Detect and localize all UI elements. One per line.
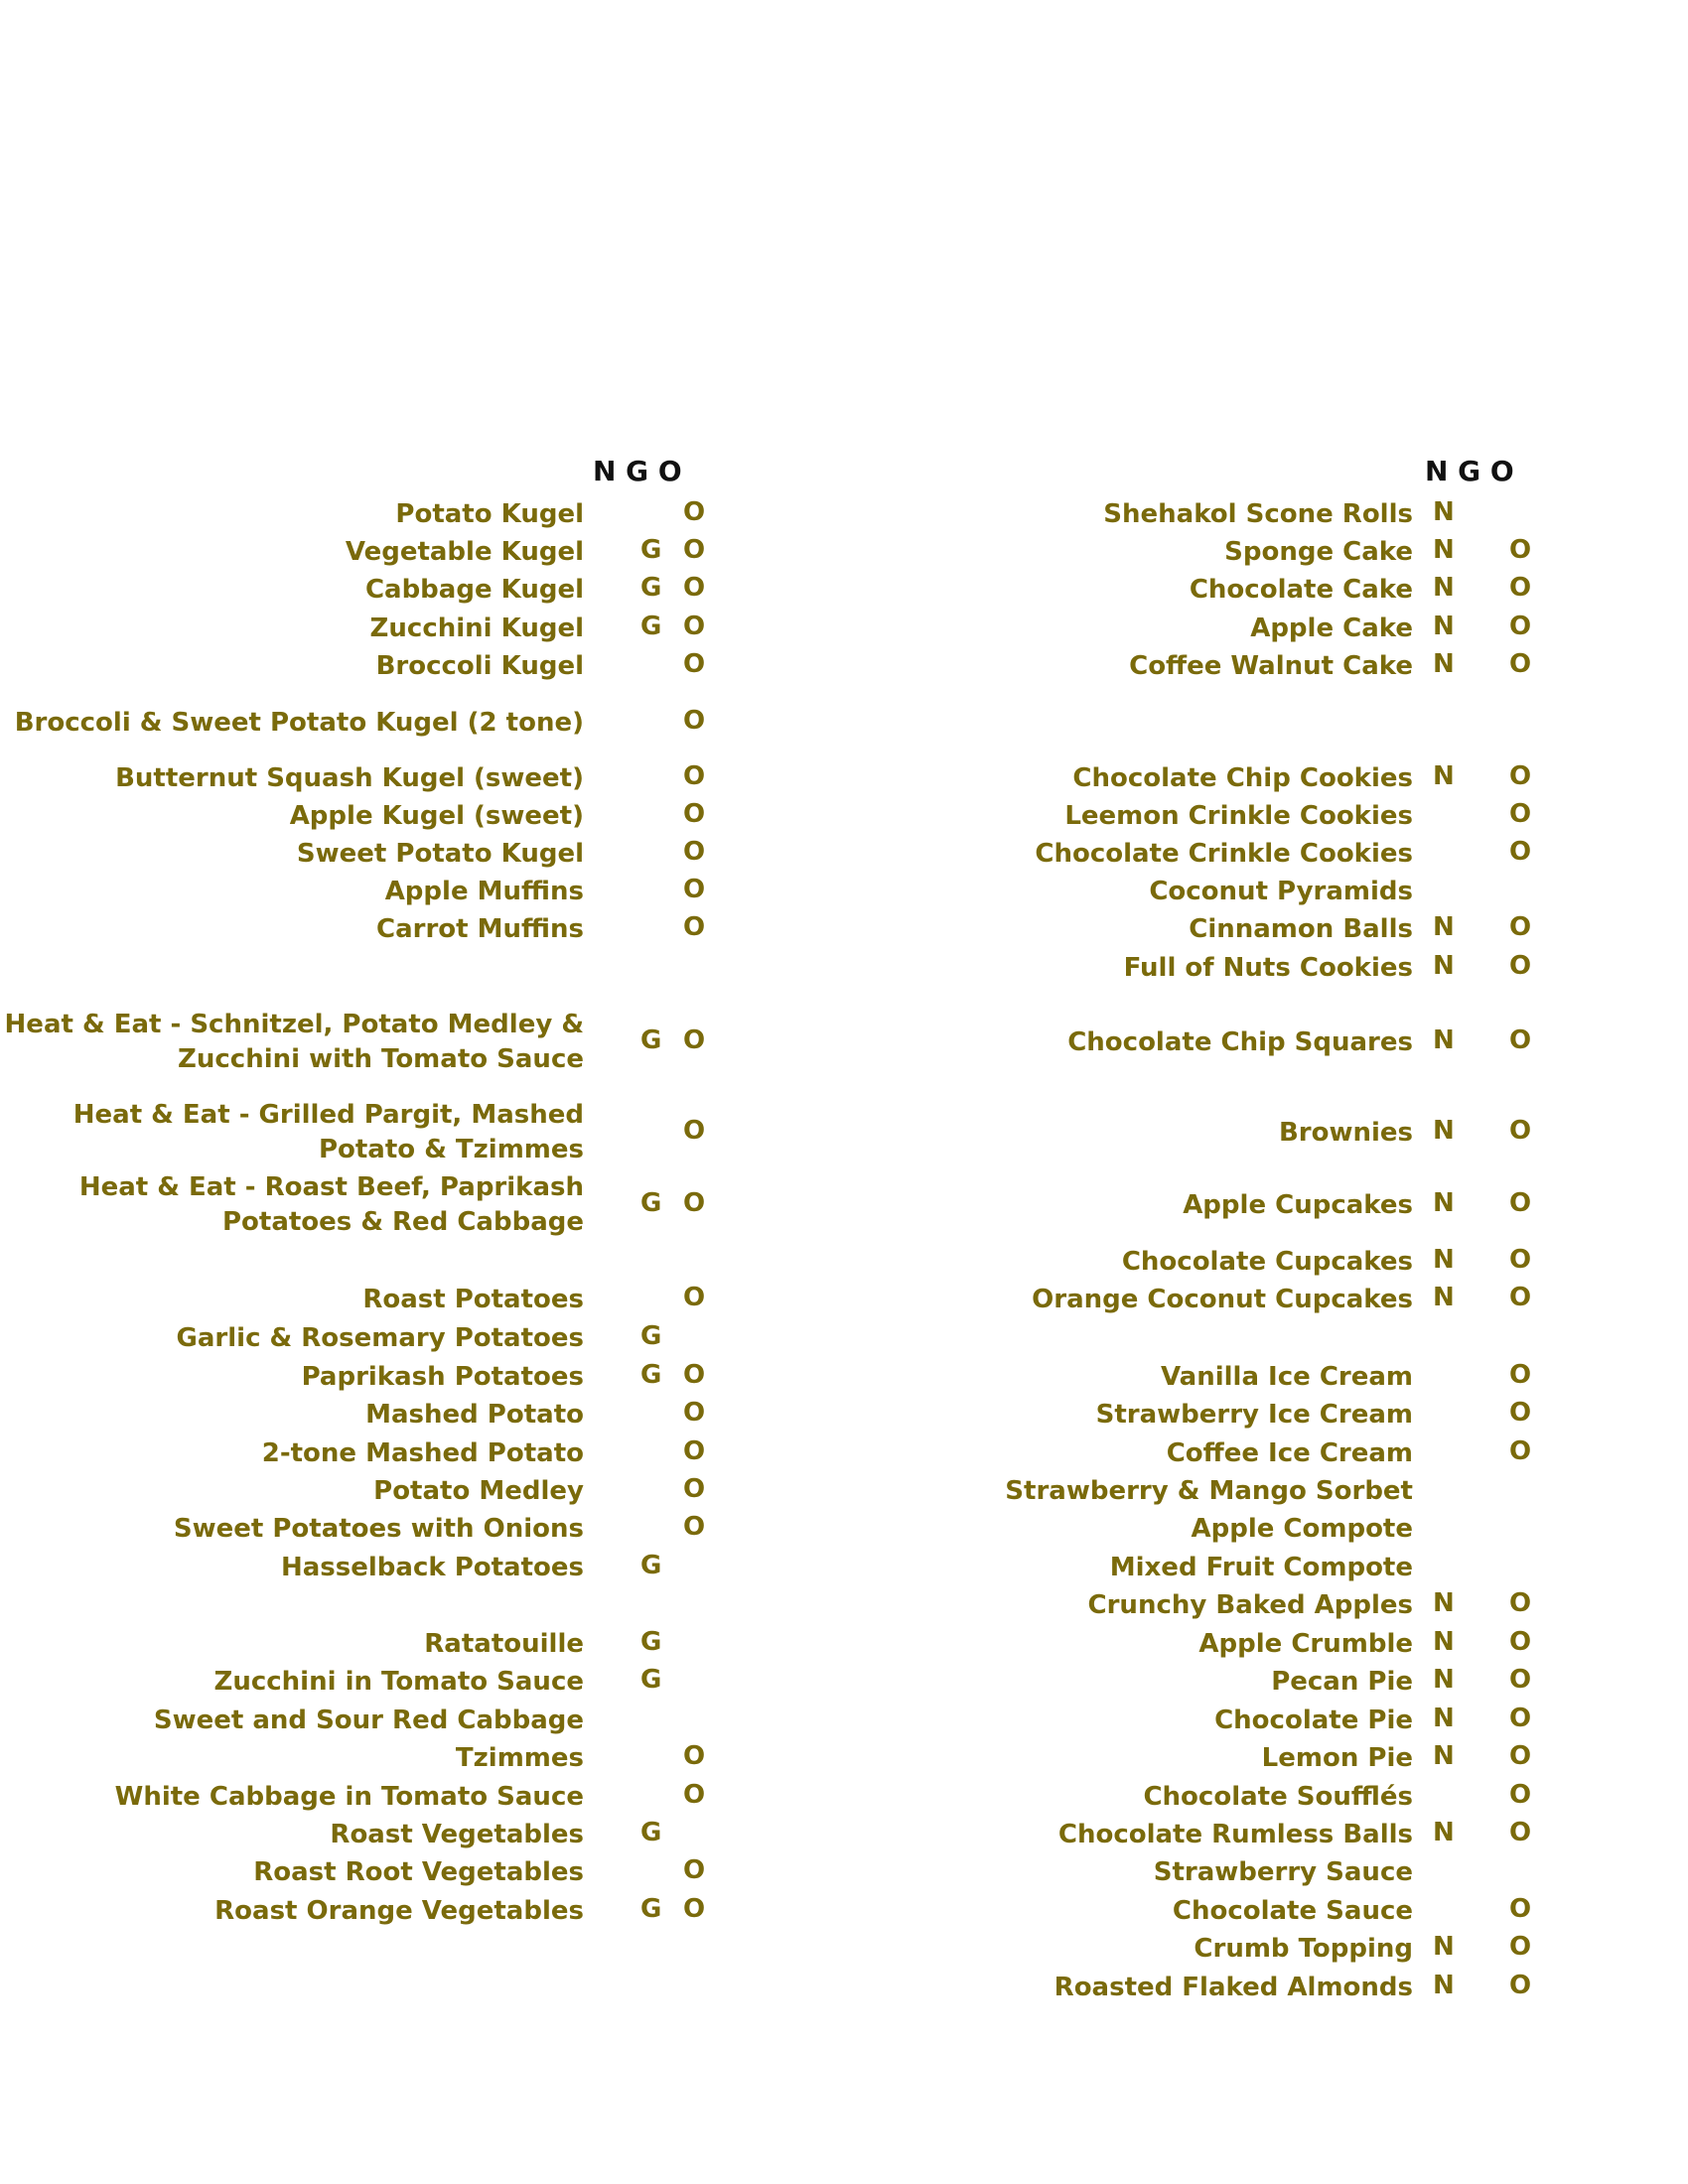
menu-item-name-line: Cabbage Kugel (364, 574, 584, 605)
menu-item-name-line: Heat & Eat - Grilled Pargit, Mashed (72, 1100, 584, 1130)
menu-item-name-line: Mashed Potato (365, 1399, 584, 1430)
menu-item-name (424, 1627, 584, 1662)
menu-item-name (1067, 1025, 1413, 1060)
menu-item-name (1088, 1588, 1413, 1623)
menu-item-name-line: Roast Root Vegetables (253, 1856, 584, 1887)
menu-item-name-line: Strawberry Sauce (1153, 1856, 1413, 1887)
gluten-flag: G (640, 1188, 662, 1218)
menu-item-name (1161, 1360, 1413, 1395)
menu-item-name (115, 761, 584, 796)
nuts-flag: N (1433, 1627, 1455, 1657)
other-flag: O (1509, 912, 1532, 942)
menu-item-name (281, 1551, 584, 1585)
menu-item-name (1271, 1665, 1413, 1700)
menu-item-name-line: Sponge Cake (1224, 536, 1413, 567)
menu-item-name-line: Sweet Potato Kugel (296, 838, 584, 869)
menu-item-name (262, 1436, 584, 1471)
menu-item-name-line: Brownies (1278, 1117, 1413, 1148)
other-flag: O (683, 497, 706, 527)
other-flag: O (683, 706, 706, 736)
menu-item-name (73, 1098, 584, 1167)
menu-item-name (1032, 1283, 1413, 1317)
menu-item-name-line: Coffee Walnut Cake (1129, 650, 1413, 681)
other-flag: O (1509, 837, 1532, 867)
nuts-flag: N (1433, 1704, 1455, 1733)
menu-item-name-line: Apple Cake (1250, 613, 1413, 643)
menu-item-name-line: Vegetable Kugel (345, 536, 584, 567)
menu-item-name (1110, 1551, 1413, 1585)
menu-item-name (1183, 1188, 1413, 1223)
menu-item-name-line: Strawberry & Mango Sorbet (1005, 1475, 1413, 1506)
menu-item-name-line: Paprikash Potatoes (301, 1361, 584, 1392)
other-flag: O (683, 1283, 706, 1312)
menu-item-name (362, 1283, 584, 1317)
menu-item-name-line: Potato & Tzimmes (318, 1135, 584, 1164)
other-flag: O (1509, 1665, 1532, 1695)
menu-item-name (177, 1321, 584, 1356)
other-flag: O (1509, 951, 1532, 981)
nuts-flag: N (1433, 612, 1455, 641)
gluten-flag: G (640, 612, 662, 641)
menu-item-name-line: Apple Muffins (384, 876, 584, 906)
other-flag: O (683, 799, 706, 829)
other-flag: O (1509, 1818, 1532, 1847)
menu-item-name (1224, 535, 1413, 570)
menu-item-name (365, 1398, 584, 1433)
menu-item-name-line: Broccoli & Sweet Potato Kugel (2 tone) (14, 707, 584, 738)
nuts-flag: N (1433, 761, 1455, 791)
menu-item-name (1262, 1741, 1413, 1776)
menu-item-name (174, 1512, 584, 1547)
nuts-flag: N (1433, 1741, 1455, 1771)
menu-item-name (376, 649, 584, 684)
menu-item-name (385, 875, 584, 909)
other-flag: O (683, 1855, 706, 1885)
menu-item-name-line: Apple Cupcakes (1183, 1189, 1413, 1220)
menu-item-name-line: Pecan Pie (1271, 1666, 1413, 1697)
menu-item-name (213, 1665, 584, 1700)
nuts-flag: N (1433, 649, 1455, 679)
menu-item-name-line: Roast Orange Vegetables (214, 1895, 584, 1926)
menu-item-name-line: Zucchini Kugel (369, 613, 584, 643)
other-flag: O (1509, 1971, 1532, 2000)
menu-item-name (1191, 1512, 1413, 1547)
other-flag: O (1509, 1894, 1532, 1924)
menu-item-name (1214, 1704, 1413, 1738)
other-flag: O (1509, 1398, 1532, 1428)
other-flag: O (1509, 799, 1532, 829)
menu-item-name (1103, 497, 1413, 532)
other-flag: O (1509, 1704, 1532, 1733)
menu-item-name-line: Roast Vegetables (330, 1819, 584, 1849)
gluten-flag: G (640, 1818, 662, 1847)
other-flag: O (1509, 535, 1532, 565)
other-flag: O (1509, 573, 1532, 603)
gluten-flag: G (640, 1321, 662, 1351)
menu-item-name (115, 1780, 584, 1815)
gluten-flag: G (640, 1360, 662, 1390)
gluten-flag: G (640, 535, 662, 565)
menu-item-name-line: Roasted Flaked Almonds (1054, 1972, 1413, 2002)
other-flag: O (683, 1474, 706, 1504)
menu-item-name-line: Lemon Pie (1261, 1742, 1413, 1773)
menu-item-name-line: Mixed Fruit Compote (1109, 1552, 1413, 1582)
menu-item-name-line: Sweet and Sour Red Cabbage (153, 1705, 584, 1735)
other-flag: O (683, 1780, 706, 1810)
other-flag: O (1509, 1025, 1532, 1055)
nuts-flag: N (1433, 1188, 1455, 1218)
menu-item-name-line: Roast Potatoes (362, 1284, 584, 1314)
other-flag: O (1509, 761, 1532, 791)
menu-item-name (1064, 799, 1413, 834)
menu-item-name-line: Full of Nuts Cookies (1123, 952, 1413, 983)
other-flag: O (683, 612, 706, 641)
other-flag: O (1509, 1188, 1532, 1218)
menu-item-name-line: Ratatouille (424, 1628, 584, 1659)
other-flag: O (1509, 1360, 1532, 1390)
menu-item-name-line: Sweet Potatoes with Onions (173, 1513, 584, 1544)
menu-item-name-line: Orange Coconut Cupcakes (1032, 1284, 1413, 1314)
menu-item-name-line: Leemon Crinkle Cookies (1064, 800, 1413, 831)
other-flag: O (1509, 1116, 1532, 1146)
gluten-flag: G (640, 1551, 662, 1580)
menu-item-name (1167, 1436, 1413, 1471)
gluten-flag: G (640, 1665, 662, 1695)
menu-item-name (1055, 1971, 1413, 2005)
menu-item-name (290, 799, 584, 834)
menu-item-name-line: Tzimmes (455, 1742, 584, 1773)
nuts-flag: N (1433, 573, 1455, 603)
menu-item-name-line: Garlic & Rosemary Potatoes (176, 1322, 584, 1353)
menu-item-name-line: Cinnamon Balls (1189, 913, 1413, 944)
menu-item-name (302, 1360, 584, 1395)
menu-item-name (370, 612, 584, 646)
other-flag: O (683, 761, 706, 791)
menu-item-name-line: Chocolate Cake (1189, 574, 1413, 605)
menu-item-name-line: White Cabbage in Tomato Sauce (114, 1781, 584, 1812)
menu-item-name (5, 1008, 584, 1077)
menu-item-name-line: Strawberry Ice Cream (1095, 1399, 1413, 1430)
other-flag: O (1509, 1741, 1532, 1771)
menu-item-name-line: Crunchy Baked Apples (1087, 1589, 1413, 1620)
other-flag: O (1509, 1780, 1532, 1810)
menu-item-name (1194, 1932, 1413, 1967)
menu-item-name (1154, 1855, 1413, 1890)
nuts-flag: N (1433, 1932, 1455, 1962)
other-flag: O (1509, 1627, 1532, 1657)
menu-item-name (376, 912, 584, 947)
other-flag: O (683, 1025, 706, 1055)
menu-item-name-line: Zucchini with Tomato Sauce (178, 1044, 584, 1074)
menu-item-name (365, 573, 584, 608)
nuts-flag: N (1433, 1971, 1455, 2000)
menu-item-name (1058, 1818, 1413, 1852)
other-flag: O (683, 1116, 706, 1146)
menu-item-name (1122, 1245, 1413, 1280)
menu-item-name-line: Coffee Ice Cream (1166, 1437, 1413, 1468)
other-flag: O (683, 1398, 706, 1428)
menu-item-name (395, 497, 584, 532)
other-flag: O (1509, 1436, 1532, 1466)
menu-item-name (1005, 1474, 1413, 1509)
nuts-flag: N (1433, 1818, 1455, 1847)
menu-item-name-line: Vanilla Ice Cream (1160, 1361, 1413, 1392)
menu-item-name-line: Butternut Squash Kugel (sweet) (115, 762, 584, 793)
nuts-flag: N (1433, 535, 1455, 565)
menu-item-name (373, 1474, 584, 1509)
nuts-flag: N (1433, 1245, 1455, 1275)
menu-item-name-line: Potatoes & Red Cabbage (221, 1207, 584, 1237)
gluten-flag: G (640, 573, 662, 603)
menu-item-name (1124, 951, 1413, 986)
menu-item-name-line: Chocolate Sauce (1172, 1895, 1413, 1926)
menu-item-name-line: Broccoli Kugel (375, 650, 584, 681)
menu-item-name-line: Crumb Topping (1194, 1933, 1413, 1964)
other-flag: O (683, 1188, 706, 1218)
other-flag: O (683, 912, 706, 942)
gluten-flag: G (640, 1025, 662, 1055)
gluten-flag: G (640, 1894, 662, 1924)
other-flag: O (1509, 1588, 1532, 1618)
menu-item-name (1198, 1627, 1413, 1662)
other-flag: O (683, 535, 706, 565)
menu-item-name (1279, 1116, 1413, 1151)
menu-item-name (15, 706, 584, 741)
menu-item-name-line: Carrot Muffins (376, 913, 584, 944)
menu-item-name (79, 1170, 584, 1240)
other-flag: O (683, 1741, 706, 1771)
menu-item-name-line: Chocolate Cupcakes (1121, 1246, 1413, 1277)
menu-item-name (1035, 837, 1413, 872)
nuts-flag: N (1433, 1025, 1455, 1055)
menu-item-name-line: Shehakol Scone Rolls (1103, 498, 1413, 529)
menu-item-name (253, 1855, 584, 1890)
menu-item-name (1250, 612, 1413, 646)
other-flag: O (683, 1512, 706, 1542)
menu-item-name-line: Apple Crumble (1198, 1628, 1413, 1659)
menu-item-name (1173, 1894, 1413, 1929)
nuts-flag: N (1433, 1116, 1455, 1146)
menu-item-name (346, 535, 584, 570)
menu-item-name-line: Coconut Pyramids (1149, 876, 1413, 906)
menu-item-name-line: Apple Kugel (sweet) (289, 800, 584, 831)
other-flag: O (1509, 649, 1532, 679)
menu-item-name-line: Chocolate Chip Cookies (1072, 762, 1413, 793)
left-column-header: N G O (593, 455, 682, 487)
other-flag: O (683, 1360, 706, 1390)
menu-item-name (1129, 649, 1413, 684)
menu-item-name (297, 837, 584, 872)
menu-item-name (1189, 912, 1413, 947)
other-flag: O (683, 875, 706, 904)
other-flag: O (683, 1894, 706, 1924)
nuts-flag: N (1433, 912, 1455, 942)
menu-item-name-line: 2-tone Mashed Potato (261, 1437, 584, 1468)
menu-item-name-line: Heat & Eat - Schnitzel, Potato Medley & (4, 1010, 584, 1039)
menu-item-name (1149, 875, 1413, 909)
menu-item-name-line: Hasselback Potatoes (280, 1552, 584, 1582)
menu-item-name-line: Apple Compote (1191, 1513, 1413, 1544)
other-flag: O (1509, 1932, 1532, 1962)
other-flag: O (683, 649, 706, 679)
menu-item-name-line: Heat & Eat - Roast Beef, Paprikash (78, 1172, 584, 1202)
nuts-flag: N (1433, 951, 1455, 981)
nuts-flag: N (1433, 1283, 1455, 1312)
menu-item-name-line: Chocolate Chip Squares (1067, 1026, 1413, 1057)
menu-item-name-line: Zucchini in Tomato Sauce (213, 1666, 584, 1697)
other-flag: O (1509, 1245, 1532, 1275)
menu-item-name (456, 1741, 584, 1776)
other-flag: O (683, 573, 706, 603)
nuts-flag: N (1433, 1588, 1455, 1618)
menu-item-name-line: Chocolate Soufflés (1143, 1781, 1413, 1812)
nuts-flag: N (1433, 497, 1455, 527)
nuts-flag: N (1433, 1665, 1455, 1695)
menu-item-name (214, 1894, 584, 1929)
menu-item-name-line: Potato Medley (373, 1475, 584, 1506)
menu-item-name (330, 1818, 584, 1852)
gluten-flag: G (640, 1627, 662, 1657)
menu-item-name (1143, 1780, 1413, 1815)
menu-item-name (1096, 1398, 1413, 1433)
menu-item-name-line: Potato Kugel (395, 498, 584, 529)
menu-item-name (1190, 573, 1413, 608)
menu-item-name (154, 1704, 584, 1738)
menu-item-name-line: Chocolate Pie (1214, 1705, 1413, 1735)
other-flag: O (683, 1436, 706, 1466)
other-flag: O (683, 837, 706, 867)
right-column-header: N G O (1425, 455, 1514, 487)
other-flag: O (1509, 612, 1532, 641)
menu-item-name-line: Chocolate Crinkle Cookies (1035, 838, 1413, 869)
other-flag: O (1509, 1283, 1532, 1312)
menu-item-name (1072, 761, 1413, 796)
menu-item-name-line: Chocolate Rumless Balls (1057, 1819, 1413, 1849)
